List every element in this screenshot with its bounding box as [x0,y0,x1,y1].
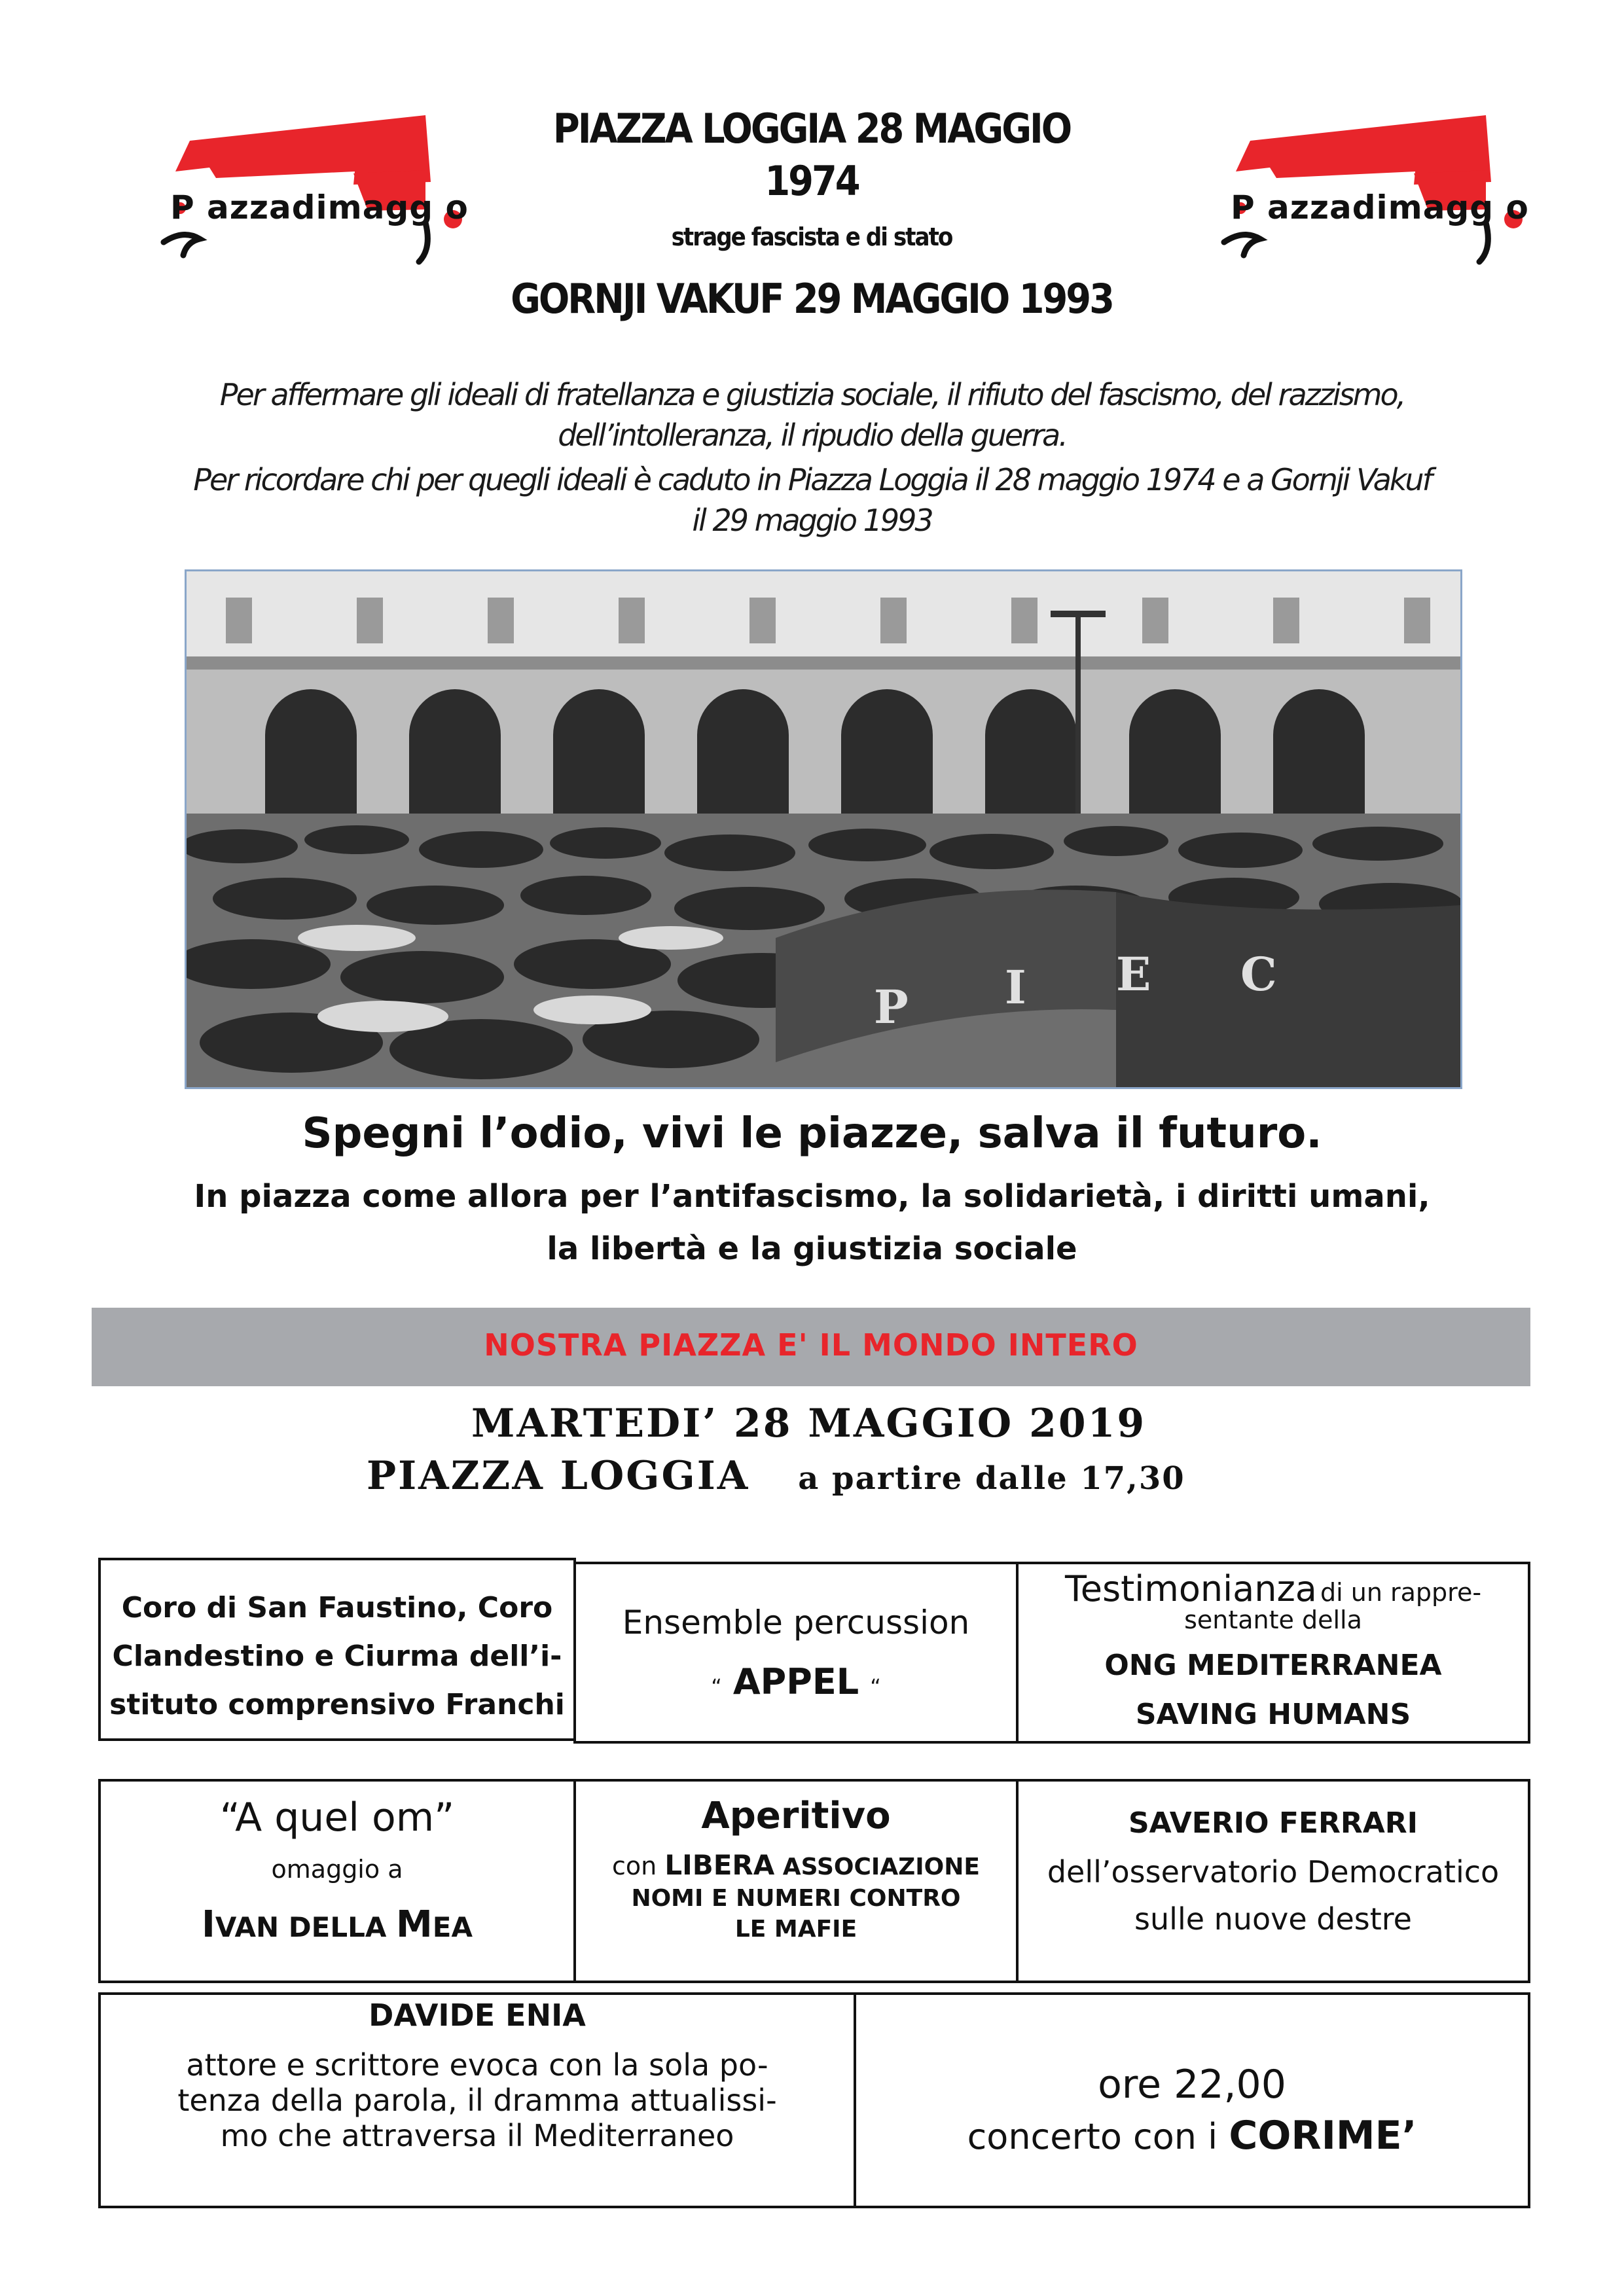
testimonianza-line4: SAVING HUMANS [1135,1698,1411,1731]
event-time: a partire dalle 17,30 [798,1460,1185,1497]
program-quel-om [98,1795,576,1946]
testimonianza-line1: Testimonianza di un rappre- [1064,1568,1482,1609]
photo-banner-letter: I [1005,960,1026,1014]
main-slogan: Spegni l’odio, vivi le piazze, salva il futuro. [302,1109,1322,1158]
red-motto-banner [92,1308,1530,1386]
appel-line1: Ensemble percussion [622,1604,970,1641]
coro-line2: Clandestino e Ciurma dell’i- [112,1640,562,1673]
coro-line1: Coro di San Faustino, Coro [121,1591,553,1624]
intro-text [98,374,1526,541]
quel-om-name: IVAN DELLA MEA [202,1903,473,1946]
enia-title: DAVIDE ENIA [369,1998,586,2033]
enia-line2: tenza della parola, il dramma attualissi- [177,2083,777,2118]
aperitivo-line3: NOMI E NUMERI CONTRO [631,1885,961,1912]
header-title-line3: GORNJI VAKUF 29 MAGGIO 1993 [511,275,1113,323]
piazzadimaggio-logo-right [1178,111,1545,281]
intro-p1-line1: Per affermare gli ideali di fratellanza e giustizia sociale, il rifiuto del fascismo, del razzismo, [219,377,1405,412]
logo-text: P azzadimagg o [170,188,469,226]
piazzadimaggio-logo-left [118,111,484,281]
program-divider [98,1779,1530,1782]
ferrari-line2: dell’osservatorio Democratico [1047,1854,1500,1890]
logo-text: P azzadimagg o [1231,188,1529,226]
ferrari-title: SAVERIO FERRARI [1128,1806,1418,1840]
program-coro [98,1584,576,1729]
program-testimonianza [1016,1568,1530,1731]
program-aperitivo [573,1795,1019,1943]
photo-banner-letter: P [874,980,909,1034]
photo-illustration [187,571,1460,1087]
aperitivo-line2: con LIBERA ASSOCIAZIONE [612,1849,980,1881]
sub-slogan-line1: In piazza come allora per l’antifascismo, la solidarietà, i diritti umani, [194,1178,1430,1215]
intro-p2-line2: il 29 maggio 1993 [692,503,932,538]
program-ferrari [1016,1806,1530,1937]
program-corime [854,2062,1530,2159]
event-place-time [367,1453,1185,1499]
coro-line3: stituto comprensivo Franchi [109,1688,565,1721]
event-place: PIAZZA LOGGIA [367,1453,750,1499]
corime-line: concerto con i CORIME’ [967,2113,1417,2159]
photo-banner-letter: E [1116,947,1151,1001]
photo-banner-letter: C [1240,947,1277,1001]
header-subtitle: strage fascista e di stato [671,223,952,251]
testimonianza-line3: ONG MEDITERRANEA [1104,1649,1442,1682]
aperitivo-line4: LE MAFIE [734,1916,857,1943]
corime-time: ore 22,00 [1098,2062,1286,2108]
program-appel [573,1604,1019,1702]
quel-om-line2: omaggio a [271,1855,403,1884]
ferrari-line3: sulle nuove destre [1134,1901,1412,1937]
sub-slogan-line2: la libertà e la giustizia sociale [547,1230,1077,1267]
quel-om-title: “A quel om” [219,1795,455,1840]
historic-photo-piazza-loggia [185,569,1462,1089]
intro-p2-line1: Per ricordare chi per quegli ideali è caduto in Piazza Loggia il 28 maggio 1974 e a Gornji Vakuf [193,462,1431,497]
banner-text: NOSTRA PIAZZA E' IL MONDO INTERO [484,1327,1138,1363]
event-date: MARTEDI’ 28 MAGGIO 2019 [471,1401,1147,1446]
testimonianza-line2: sentante della [1184,1605,1362,1634]
enia-line1: attore e scrittore evoca con la sola po- [186,2047,768,2083]
program-enia [98,1998,856,2153]
appel-name: “ APPEL “ [711,1661,881,1702]
aperitivo-title: Aperitivo [701,1795,891,1837]
enia-line3: mo che attraversa il Mediterraneo [220,2118,734,2153]
intro-p1-line2: dell’intolleranza, il ripudio della guerra. [558,418,1066,453]
header-title-line2: 1974 [765,157,859,205]
header-title-line1: PIAZZA LOGGIA 28 MAGGIO [552,105,1071,152]
